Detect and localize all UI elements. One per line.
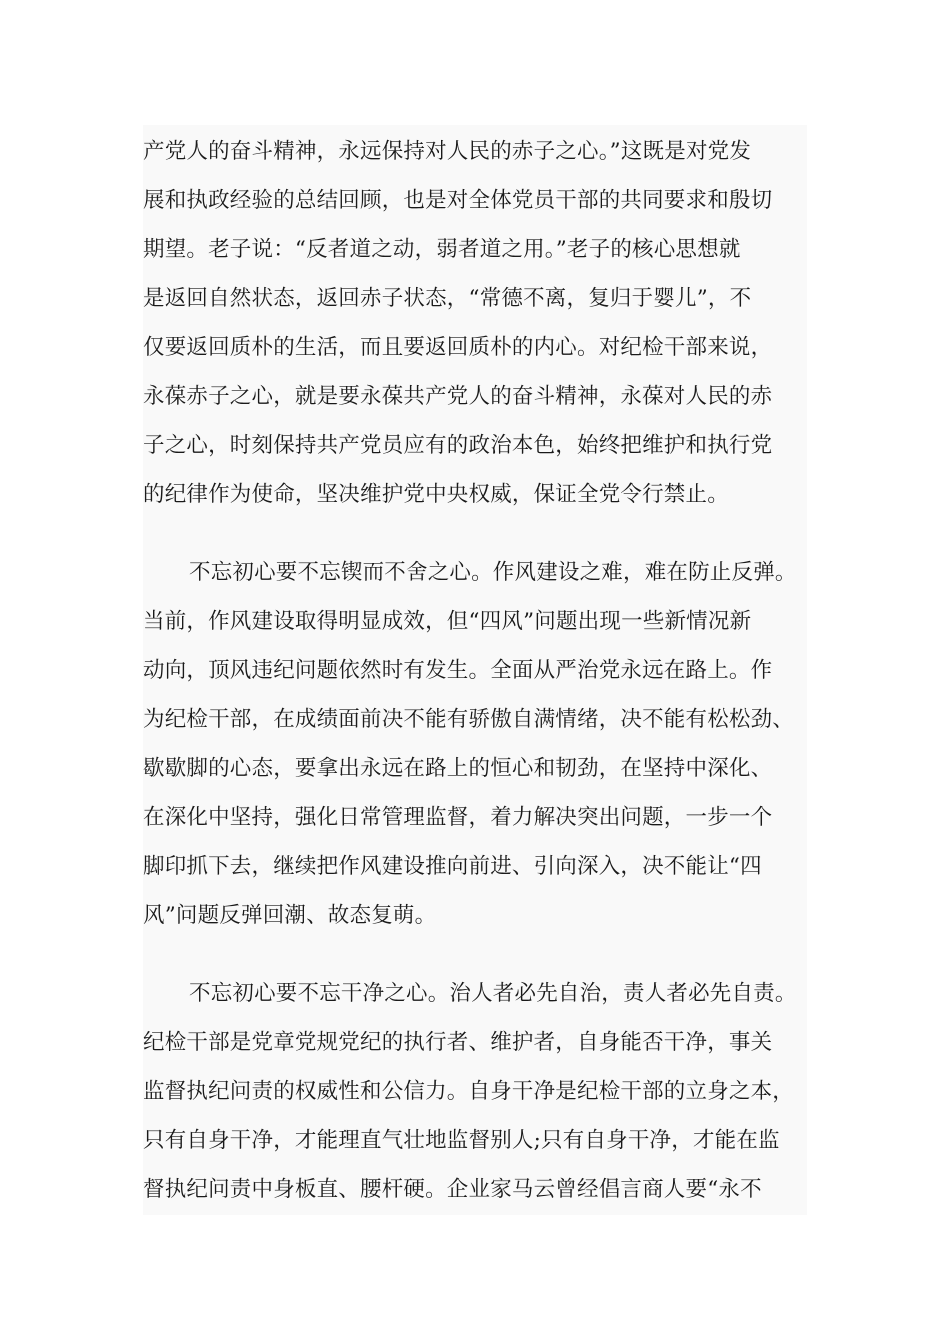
paragraph-2-line-7: 脚印抓下去，继续把作风建设推向前进、引向深入，决不能让“四 xyxy=(143,854,762,879)
paragraph-1-line-5: 仅要返回质朴的生活，而且要返回质朴的内心。对纪检干部来说， xyxy=(143,335,773,360)
paragraph-3-line-5: 督执纪问责中身板直、腰杆硬。企业家马云曾经倡言商人要“永不 xyxy=(143,1177,762,1202)
paragraph-1-line-4: 是返回自然状态，返回赤子状态，“常德不离，复归于婴儿”，不 xyxy=(143,286,752,311)
paragraph-3-line-1: 不忘初心要不忘干净之心。治人者必先自治，责人者必先自责。 xyxy=(189,981,797,1006)
paragraph-2-line-1: 不忘初心要不忘锲而不舍之心。作风建设之难，难在防止反弹。 xyxy=(189,560,797,585)
paragraph-1-line-2: 展和执政经验的总结回顾，也是对全体党员干部的共同要求和殷切 xyxy=(143,188,773,213)
paragraph-3-line-2: 纪检干部是党章党规党纪的执行者、维护者，自身能否干净，事关 xyxy=(143,1030,773,1055)
paragraph-1-line-3: 期望。老子说：“反者道之动，弱者道之用。”老子的核心思想就 xyxy=(143,237,741,262)
document-text-block xyxy=(143,125,807,1215)
paragraph-1-line-1: 产党人的奋斗精神，永远保持对人民的赤子之心。”这既是对党发 xyxy=(143,139,752,164)
paragraph-3-line-4: 只有自身干净，才能理直气壮地监督别人;只有自身干净，才能在监 xyxy=(143,1128,780,1153)
paragraph-1-line-7: 子之心，时刻保持共产党员应有的政治本色，始终把维护和执行党 xyxy=(143,433,773,458)
paragraph-2-line-8: 风”问题反弹回潮、故态复萌。 xyxy=(143,903,437,928)
paragraph-3-line-3: 监督执纪问责的权威性和公信力。自身干净是纪检干部的立身之本， xyxy=(143,1079,795,1104)
paragraph-1-line-8: 的纪律作为使命，坚决维护党中央权威，保证全党令行禁止。 xyxy=(143,482,729,507)
paragraph-2-line-5: 歇歇脚的心态，要拿出永远在路上的恒心和韧劲，在坚持中深化、 xyxy=(143,756,773,781)
paragraph-1-line-6: 永葆赤子之心，就是要永葆共产党人的奋斗精神，永葆对人民的赤 xyxy=(143,384,773,409)
paragraph-2-line-3: 动向，顶风违纪问题依然时有发生。全面从严治党永远在路上。作 xyxy=(143,658,773,683)
paragraph-2-line-2: 当前，作风建设取得明显成效，但“四风”问题出现一些新情况新 xyxy=(143,609,752,634)
paragraph-2-line-4: 为纪检干部，在成绩面前决不能有骄傲自满情绪，决不能有松松劲、 xyxy=(143,707,795,732)
paragraph-2-line-6: 在深化中坚持，强化日常管理监督，着力解决突出问题，一步一个 xyxy=(143,805,773,830)
